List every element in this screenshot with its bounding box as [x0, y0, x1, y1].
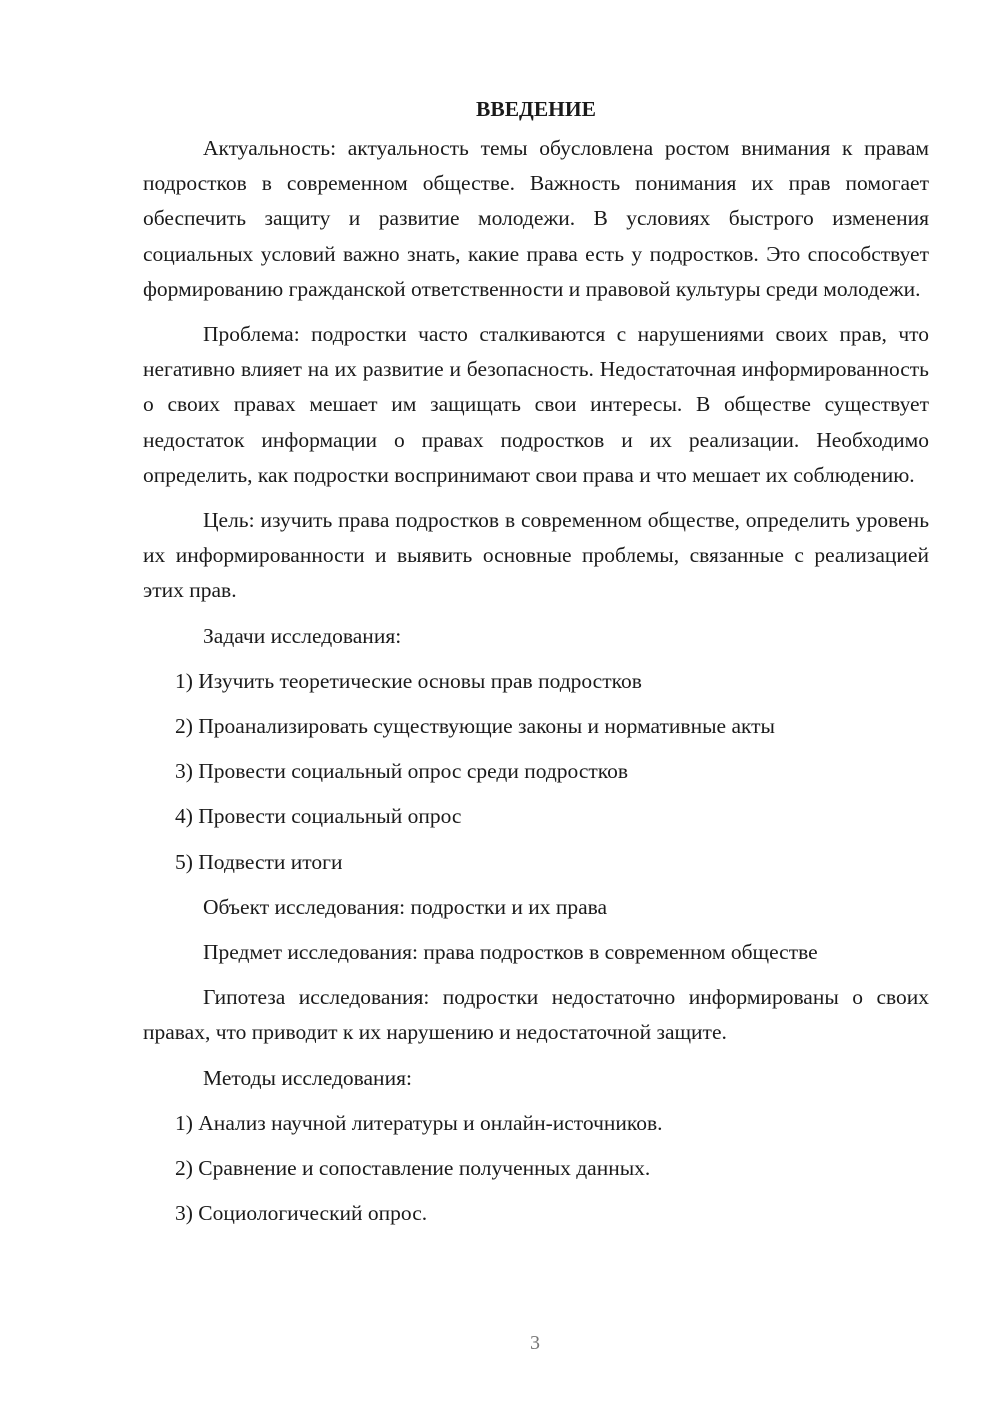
methods-heading: Методы исследования:	[203, 1065, 412, 1090]
problem-paragraph: Проблема: подростки часто сталкиваются с нарушениями своих прав, что негативно влияет на их развитие и безопасность. Недостаточная информированность о своих правах мешает им защищать свои интересы. В обществе существует недостаток информации о правах подростков и их реализации. Необходимо определить, как подростки воспринимают свои права и что мешает их соблюдению.	[143, 322, 929, 487]
object-line: Объект исследования: подростки и их права	[203, 894, 608, 919]
page-title: ВВЕДЕНИЕ	[476, 97, 596, 121]
goal-paragraph: Цель: изучить права подростков в современном обществе, определить уровень их информированности и выявить основные проблемы, связанные с реализацией этих прав.	[143, 508, 929, 603]
hypothesis-paragraph: Гипотеза исследования: подростки недостаточно информированы о своих правах, что приводит к их нарушению и недостаточной защите.	[143, 985, 929, 1045]
list-item: 5) Подвести итоги	[175, 849, 343, 874]
tasks-heading: Задачи исследования:	[203, 623, 402, 648]
list-item: 2) Проанализировать существующие законы и нормативные акты	[175, 714, 775, 739]
subject-line: Предмет исследования: права подростков в современном обществе	[203, 940, 818, 965]
page-content	[143, 92, 929, 1241]
relevance-paragraph: Актуальность: актуальность темы обусловлена ростом внимания к правам подростков в современном обществе. Важность понимания их прав помогает обеспечить защиту и развитие молодежи. В условиях быстрого изменения социальных условий важно знать, какие права есть у подростков. Это способствует формированию гражданской ответственности и правовой культуры среди молодежи.	[143, 136, 929, 301]
list-item: 1) Анализ научной литературы и онлайн-источников.	[175, 1110, 663, 1135]
list-item: 3) Социологический опрос.	[175, 1201, 428, 1226]
list-item: 3) Провести социальный опрос среди подростков	[175, 759, 629, 784]
page-number: 3	[530, 1332, 540, 1354]
list-item: 1) Изучить теоретические основы прав подростков	[175, 668, 642, 693]
list-item: 4) Провести социальный опрос	[175, 804, 462, 829]
list-item: 2) Сравнение и сопоставление полученных данных.	[175, 1156, 651, 1181]
